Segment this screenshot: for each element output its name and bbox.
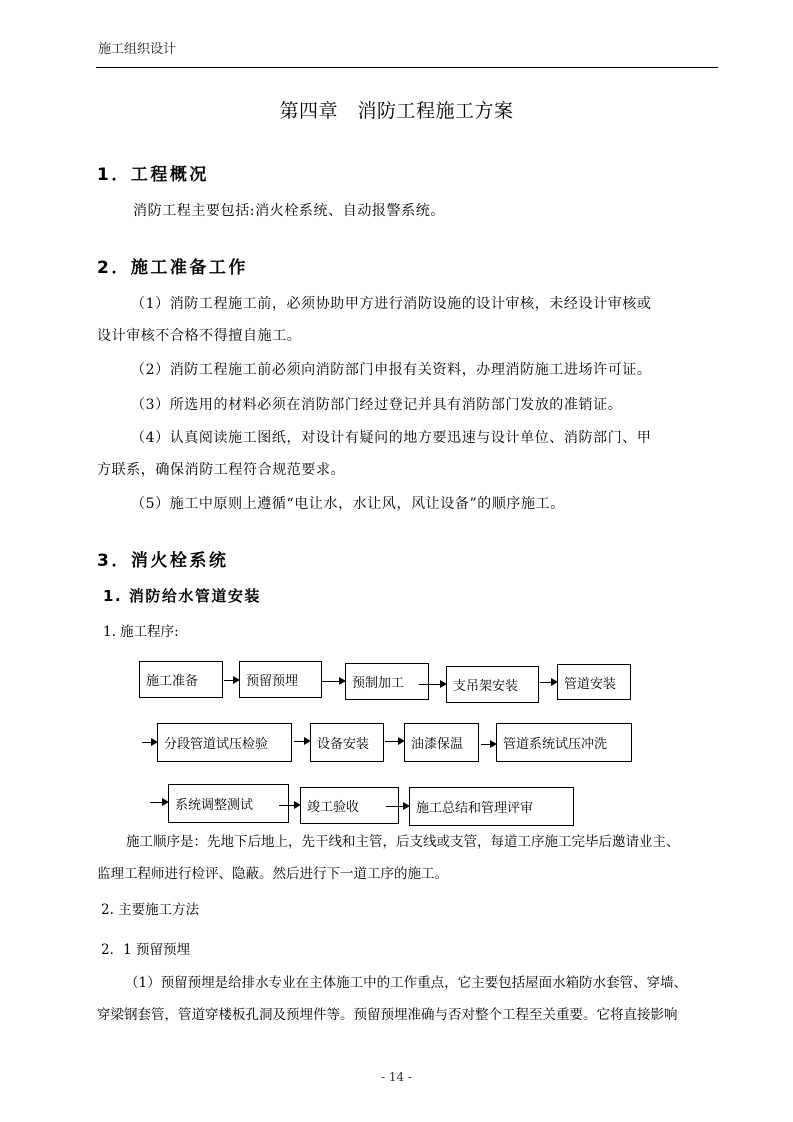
methods-label: 2. 主要施工方法 [101, 902, 200, 918]
flow-step-prefab: 预制加工 [345, 663, 429, 700]
header-divider [96, 67, 718, 68]
sequence-text-line1: 施工顺序是：先地下后地上，先干线和主管，后支线或支管，每道工序施工完毕后邀请业主、 [126, 834, 680, 850]
prep-item-1-line1: （1）消防工程施工前，必须协助甲方进行消防设施的设计审核，未经设计审核或 [131, 296, 652, 312]
running-header: 施工组织设计 [98, 42, 177, 57]
subsection-heading-pipe-install: 1. 消防给水管道安装 [103, 587, 261, 605]
prep-item-5: （5）施工中原则上遵循“电让水，水让风，风让设备”的顺序施工。 [131, 496, 565, 512]
overview-paragraph: 消防工程主要包括:消火栓系统、自动报警系统。 [133, 203, 445, 219]
flow-arrow-icon [322, 681, 344, 682]
flow-arrow-icon [142, 742, 156, 743]
section-heading-overview: 1．工程概况 [97, 165, 209, 185]
flow-arrow-icon [386, 806, 408, 807]
method-embedding-label: 2．1 预留预埋 [101, 942, 190, 958]
prep-item-4-line2: 方联系，确保消防工程符合规范要求。 [97, 462, 346, 478]
flow-arrow-icon [294, 741, 309, 742]
prep-item-2: （2）消防工程施工前必须向消防部门申报有关资料，办理消防施工进场许可证。 [131, 362, 652, 378]
flow-step-paint-insulation: 油漆保温 [404, 723, 479, 762]
flow-step-system-flush: 管道系统试压冲洗 [496, 723, 632, 762]
flow-arrow-icon [385, 741, 403, 742]
section-heading-hydrant: 3．消火栓系统 [97, 551, 229, 571]
flow-step-support-install: 支吊架安装 [446, 666, 539, 703]
page-number: - 14 - [380, 1070, 412, 1084]
flow-arrow-icon [540, 682, 556, 683]
prep-item-1-line2: 设计审核不合格不得擅自施工。 [97, 328, 302, 344]
flow-step-equipment-install: 设备安装 [310, 723, 384, 762]
prep-item-4-line1: （4）认真阅读施工图纸，对设计有疑问的地方要迅速与设计单位、消防部门、甲 [131, 430, 652, 446]
sequence-text-line2: 监理工程师进行检评、隐蔽。然后进行下一道工序的施工。 [97, 866, 448, 882]
flow-step-preparation: 施工准备 [139, 661, 223, 698]
flow-arrow-icon [481, 744, 495, 745]
flow-step-segment-pressure-test: 分段管道试压检验 [157, 723, 292, 762]
flow-step-summary-review: 施工总结和管理评审 [409, 787, 574, 826]
procedure-label: 1. 施工程序: [103, 624, 179, 640]
flow-step-embedding: 预留预埋 [239, 661, 322, 698]
flow-arrow-icon [279, 805, 299, 806]
method-embedding-text-line1: （1）预留预埋是给排水专业在主体施工中的工作重点，它主要包括屋面水箱防水套管、穿墙、 [125, 975, 688, 991]
flow-arrow-icon [419, 684, 445, 685]
flow-arrow-icon [224, 680, 238, 681]
prep-item-3: （3）所选用的材料必须在消防部门经过登记并具有消防部门发放的准销证。 [131, 397, 623, 413]
method-embedding-text-line2: 穿梁钢套管，管道穿楼板孔洞及预埋件等。预留预埋准确与否对整个工程至关重要。它将直接影响 [97, 1007, 678, 1023]
chapter-title: 第四章 消防工程施工方案 [279, 100, 514, 122]
flow-arrow-icon [150, 802, 167, 803]
flow-step-completion-acceptance: 竣工验收 [300, 787, 399, 824]
section-heading-preparation: 2．施工准备工作 [97, 258, 248, 278]
flow-step-pipe-install: 管道安装 [557, 664, 631, 700]
flow-step-system-tuning: 系统调整测试 [168, 784, 289, 823]
